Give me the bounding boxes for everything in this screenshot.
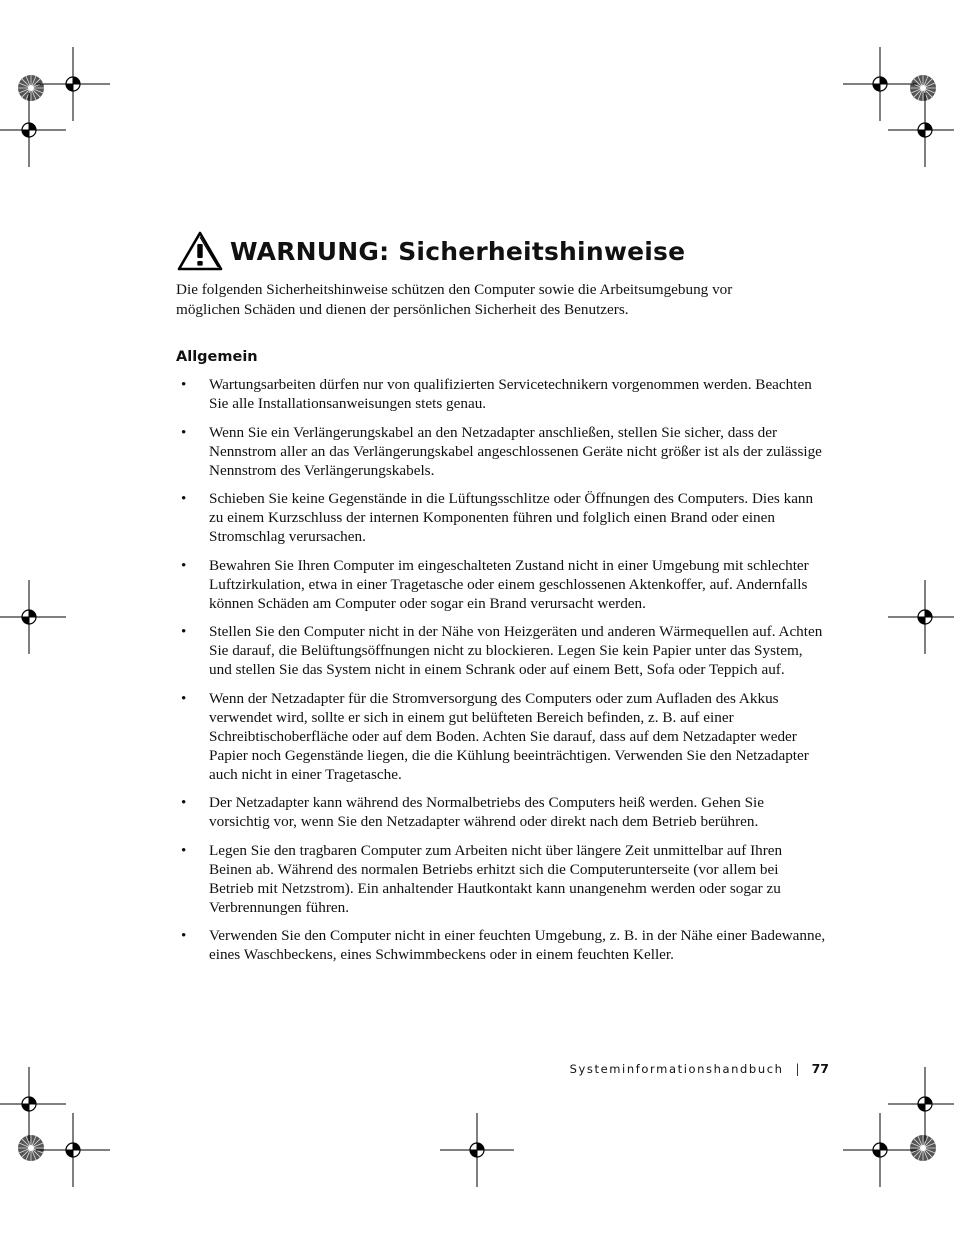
registration-crosshair-icon [843,1113,917,1187]
bullet-icon: • [181,841,187,859]
page-footer [570,1061,829,1076]
list-item-text: Schieben Sie keine Gegenstände in die Lüftungsschlitze oder Öffnungen des Computers. Dies kann zu einem Kurzschluss der internen Komponenten führen und folglich einen Brand oder einen Stromschlag verursachen. [209,490,814,545]
registration-starburst-icon [18,75,44,101]
section-heading: Allgemein [176,349,258,365]
list-item-text: Wenn Sie ein Verlängerungskabel an den Netzadapter anschließen, stellen Sie sicher, dass der Nennstrom aller an das Verlängerungskabel angeschlossenen Geräte nicht größer ist als der zulässige Nennstrom des Verlängerungskabels. [209,423,822,479]
registration-crosshair-icon [36,47,110,121]
registration-crosshair-icon [440,1113,514,1187]
registration-crosshair-icon [843,47,917,121]
list-item-text: Legen Sie den tragbaren Computer zum Arbeiten nicht über längere Zeit unmittelbar auf Ihren Beinen ab. Während des normalen Betriebs erhitzt sich die Computerunterseite (vor allem bei Betrieb mit Netzstrom). Ein anhaltender Hautkontakt kann unangenehm werden oder sogar zu Verbrennungen führen. [209,841,783,916]
list-item-text: Stellen Sie den Computer nicht in der Nähe von Heizgeräten und anderen Wärmequellen auf. Achten Sie darauf, die Belüftungsöffnungen nicht zu blockieren. Legen Sie kein Papier unter das System, und stellen Sie das System nicht in einem Schrank oder auf einem Bett, Sofa oder Teppich auf. [209,623,823,678]
list-item [176,489,826,546]
intro-paragraph: Die folgenden Sicherheitshinweise schützen den Computer sowie die Arbeitsumgebung vor möglichen Schäden und dienen der persönlichen Sicherheit des Benutzers. [176,281,733,318]
bullet-icon: • [181,623,187,640]
registration-starburst-icon [18,1135,44,1161]
bullet-icon: • [181,423,187,441]
list-item-text: Wenn der Netzadapter für die Stromversorgung des Computers oder zum Aufladen des Akkus verwendet wird, sollte er sich in einem gut belüfteten Bereich befinden, z. B. auf einer Schreibtischoberfläche oder auf dem Boden. Achten Sie darauf, dass auf dem Netzadapter weder Papier noch Gegenstände liegen, die die Kühlung beeinträchtigen. Verwenden Sie den Netzadapter auch nicht in einer Tragetasche. [209,689,809,783]
list-item-text: Bewahren Sie Ihren Computer im eingeschalteten Zustand nicht in einer Umgebung mit schlechter Luftzirkulation, etwa in einer Tragetasche oder einem geschlossenen Aktenkoffer, auf. Andernfalls können Schäden am Computer oder sogar ein Brand verursacht werden. [209,556,809,612]
registration-crosshair-icon [0,93,66,167]
registration-crosshair-icon [888,93,954,167]
list-item [176,793,826,831]
bullet-icon: • [181,794,187,811]
list-item [176,556,826,613]
bullet-icon: • [181,689,187,707]
footer-document-name: Systeminformationshandbuch [569,1061,784,1076]
registration-starburst-icon [910,1135,936,1161]
registration-crosshair-icon [888,1067,954,1141]
page-content [176,228,826,974]
registration-crosshair-icon [0,580,66,654]
footer-separator: | [795,1061,800,1076]
title-row [176,228,826,274]
warning-triangle-icon [176,230,224,272]
bullet-icon: • [181,556,187,574]
list-item [176,622,826,679]
list-item [176,689,826,784]
list-item-text: Der Netzadapter kann während des Normalbetriebs des Computers heiß werden. Gehen Sie vorsichtig vor, wenn Sie den Netzadapter während oder direkt nach dem Betrieb berühren. [209,794,764,830]
page-title: WARNUNG: Sicherheitshinweise [230,236,686,266]
registration-crosshair-icon [888,580,954,654]
list-item [176,926,826,964]
page-number: 77 [811,1061,829,1076]
bullet-list [176,375,826,964]
bullet-icon: • [181,376,187,393]
list-item [176,423,826,480]
registration-crosshair-icon [0,1067,66,1141]
registration-starburst-icon [910,75,936,101]
list-item-text: Verwenden Sie den Computer nicht in einer feuchten Umgebung, z. B. in der Nähe einer Badewanne, eines Waschbeckens, eines Schwimmbeckens oder in einem feuchten Keller. [209,927,826,963]
list-item-text: Wartungsarbeiten dürfen nur von qualifizierten Servicetechnikern vorgenommen werden. Beachten Sie alle Installationsanweisungen stets genau. [209,376,812,412]
list-item [176,841,826,917]
list-item [176,375,826,413]
registration-crosshair-icon [36,1113,110,1187]
bullet-icon: • [181,490,187,507]
bullet-icon: • [181,927,187,944]
